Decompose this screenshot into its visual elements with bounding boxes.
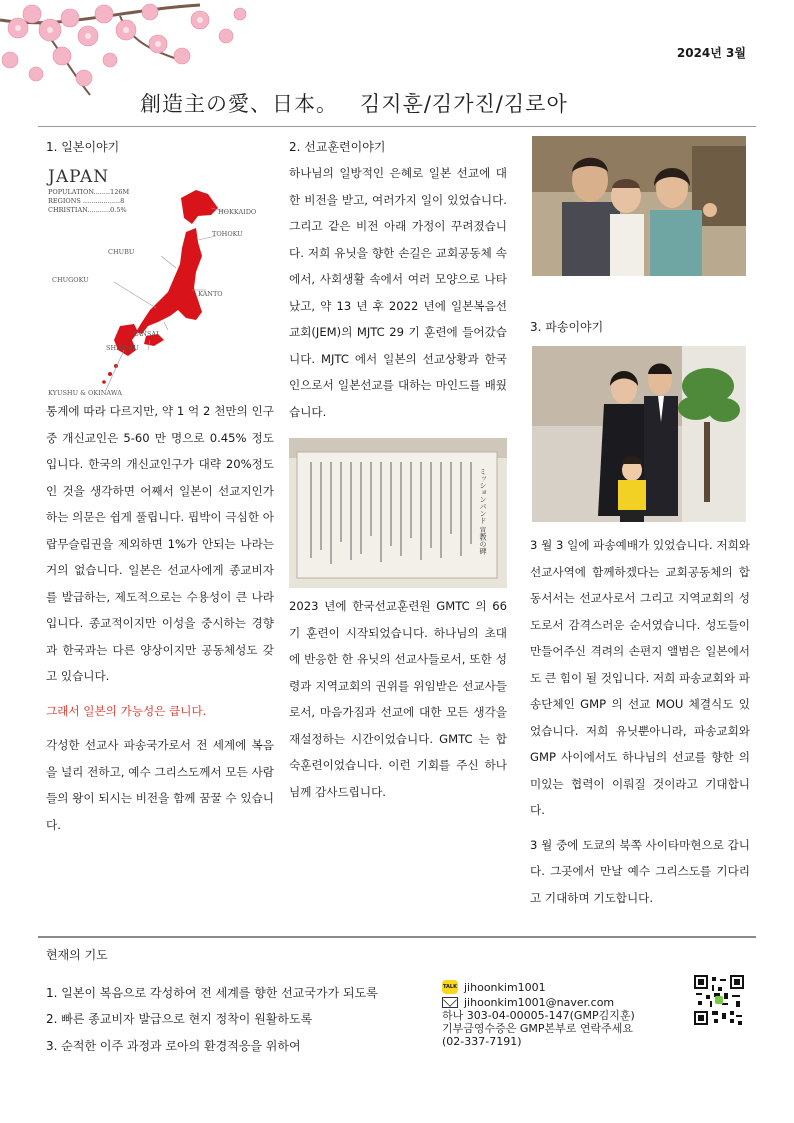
map-label-tohoku: TOHOKU [212, 230, 243, 238]
map-stat-regions: REGIONS ..................8 [48, 197, 125, 205]
column-sending-story [530, 318, 750, 340]
kakao-row [442, 980, 635, 994]
email-address[interactable]: jihoonkim1001@naver.com [464, 996, 615, 1009]
section-heading-sending: 3. 파송이야기 [530, 320, 604, 334]
title-text: 創造主の愛、日本。 [140, 92, 338, 116]
paragraph: 3 월 중에 도쿄의 북쪽 사이타마현으로 갑니다. 그곳에서 만날 예수 그리스도를 기다리고 기대하며 기도합니다. [530, 837, 750, 905]
map-title: JAPAN [48, 167, 110, 187]
paragraph: 하나님의 일방적인 은혜로 일본 선교에 대한 비전을 받고, 여러가지 일이 있었습니다. 그리고 같은 비전 아래 가정이 꾸려졌습니다. 저희 유닛을 향한 손길은 교회공동체 속에서, 사회생활 속에서 여러 모양으로 나타났고, 약 13 년 후 2022 년에 일본복음선교회(JEM)의 MJTC 29 기 훈련에 들어갔습니다. MJTC 에서 일본의 선교상황과 한국인으로서 일본선교를 대하는 마인드를 배웠습니다. [289, 166, 507, 419]
header-divider [38, 126, 756, 127]
phone-number: (02-337-7191) [442, 1035, 522, 1048]
mail-icon [442, 997, 458, 1008]
map-stat-population: POPULATION........126M [48, 188, 130, 196]
prayer-title: 현재의 기도 [46, 948, 108, 962]
column-japan-story [46, 138, 274, 846]
paragraph: 2023 년에 한국선교훈련원 GMTC 의 66 기 훈련이 시작되었습니다. 하나님의 초대에 반응한 한 유닛의 선교사들로서, 또한 성령과 지역교회의 권위를 위임받은 선교사들로서, 마음가짐과 선교에 대한 모든 생각을 재설정하는 시간이었습니다. GMTC 는 합숙훈련이었습니다. 이런 기회를 주신 하나님께 감사드립니다. [289, 599, 507, 799]
monument-photo [289, 438, 507, 588]
highlight-paragraph: 그래서 일본의 가능성은 큽니다. [46, 703, 207, 718]
paragraph: 통계에 따라 다르지만, 약 1 억 2 천만의 인구 중 개신교인은 5-60 만 명으로 0.45% 정도입니다. 한국의 개신교인구가 대략 20%정도인 것을 생각하면 어째서 일본이 선교지인가 하는 의문은 쉽게 풀립니다. 핍박이 극심한 아랍무슬림권을 제외하면 1%가 안되는 나라는 거의 없습니다. 일본은 선교사에게 종교비자를 발급하는, 제도적으로는 수용성이 큰 나라입니다. 종교적이지만 이성을 중시하는 경향과 한국과는 다른 양상이지만 공동체성도 갖고 있습니다. [46, 404, 274, 683]
kakaotalk-icon: TALK [442, 980, 458, 994]
japan-map [46, 160, 256, 398]
email-row [442, 996, 635, 1009]
bank-account: 하나 303-04-00005-147(GMP김지훈) [442, 1009, 635, 1022]
section-heading-training: 2. 선교훈련이야기 [289, 140, 386, 154]
issue-date: 2024년 3월 [676, 46, 746, 60]
family-names: 김지훈/김가진/김로아 [360, 92, 568, 116]
prayer-item: 2. 빠른 종교비자 발급으로 현지 정착이 원활하도록 [46, 1012, 313, 1026]
monument-inscription: ミッションパンド 宣教の碑 [479, 468, 487, 555]
page-title [140, 88, 568, 118]
map-label-kanto: KANTO [198, 290, 223, 298]
prayer-item: 1. 일본이 복음으로 각성하여 전 세계를 향한 선교국가가 되도록 [46, 986, 378, 1000]
column-sending-story-text [530, 532, 750, 919]
paragraph: 3 월 3 일에 파송예배가 있었습니다. 저희와 선교사역에 함께하겠다는 교회공동체의 합동서서는 선교사로서 그리고 지역교회의 성도로서 감격스러운 순서였습니다. 성도들이 만들어주신 격려의 손편지 앨범은 일본에서도 큰 힘이 될 것입니다. 저희 파송교회와 파송단체인 GMP 의 선교 MOU 체결식도 있었습니다. 저희 유닛뿐아니라, 파송교회와 GMP 사이에서도 하나님의 선교를 향한 의미있는 협력이 이뤄질 것이라고 기대합니다. [530, 538, 750, 817]
map-label-kyushu: KYUSHU & OKINAWA [48, 389, 122, 397]
paragraph: 각성한 선교사 파송국가로서 전 세계에 복음을 널리 전하고, 예수 그리스도께서 모든 사람들의 왕이 되시는 비전을 함께 꿈꿀 수 있습니다. [46, 738, 274, 832]
footer-divider [38, 936, 756, 938]
sending-ceremony-photo [532, 346, 746, 522]
map-label-chugoku: CHUGOKU [52, 276, 89, 284]
qr-code[interactable] [694, 975, 744, 1025]
section-heading-japan: 1. 일본이야기 [46, 140, 120, 154]
map-label-kansai: KANSAI [132, 330, 159, 338]
map-stat-christian: CHRISTIAN...........0.5% [48, 206, 127, 214]
prayer-item: 3. 순적한 이주 과정과 로아의 환경적응을 위하여 [46, 1039, 301, 1053]
map-label-hokkaido: HOKKAIDO [218, 208, 257, 216]
receipt-note: 기부금영수증은 GMP본부로 연락주세요 [442, 1022, 634, 1035]
family-photo [532, 136, 746, 276]
kakao-id[interactable]: jihoonkim1001 [464, 980, 546, 994]
contact-info [442, 980, 635, 1048]
map-label-chubu: CHUBU [108, 248, 135, 256]
map-label-shikoku: SHIKOKU [106, 344, 139, 352]
